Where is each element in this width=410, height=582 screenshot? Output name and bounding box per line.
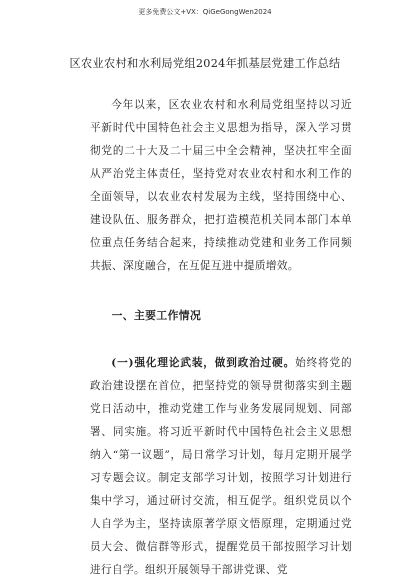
section-body-text: 始终将党的政治建设摆在首位，把坚持党的领导贯彻落实到主题党日活动中，推动党建工作与业务发展同规划、同部署、同实施。将习近平新时代中国特色社会主义思想纳入“第一议题”，局日常学习计划，每月定期开展学习专题会议。制定支部学习计划，按照学习计划进行集中学习，通过研讨交流，相互促学。组织党员以个人自学为主，坚持读原著学原文悟原理，定期通过党员大会、微信群等形式，提醒党员干部按照学习计划进行自学。组织开展领导干部讲党课、党: [90, 357, 353, 576]
section-heading-main-work: 一、主要工作情况: [111, 309, 202, 322]
watermark-text: 更多免费公文+VX：QiGeGongWen2024: [138, 8, 272, 16]
section-paragraph-political: [90, 352, 352, 582]
intro-paragraph: 今年以来，区农业农村和水利局党组坚持以习近平新时代中国特色社会主义思想为指导，深入学习贯彻党的二十大及二十届三中全会精神，坚决扛牢全面从严治党主体责任，坚持党对农业农村和水利工作的全面领导，以农业农村发展为主线，坚持围绕中心、建设队伍、服务群众，把打造模范机关同本部门本单位重点任务结合起来，持续推动党建和业务工作同频共振、深度融合，在互促互进中提质增效。: [90, 99, 352, 272]
sub-heading-political: (一)强化理论武装，做到政治过硬。: [111, 357, 296, 369]
document-title: 区农业农村和水利局党组2024年抓基层党建工作总结: [69, 57, 341, 70]
